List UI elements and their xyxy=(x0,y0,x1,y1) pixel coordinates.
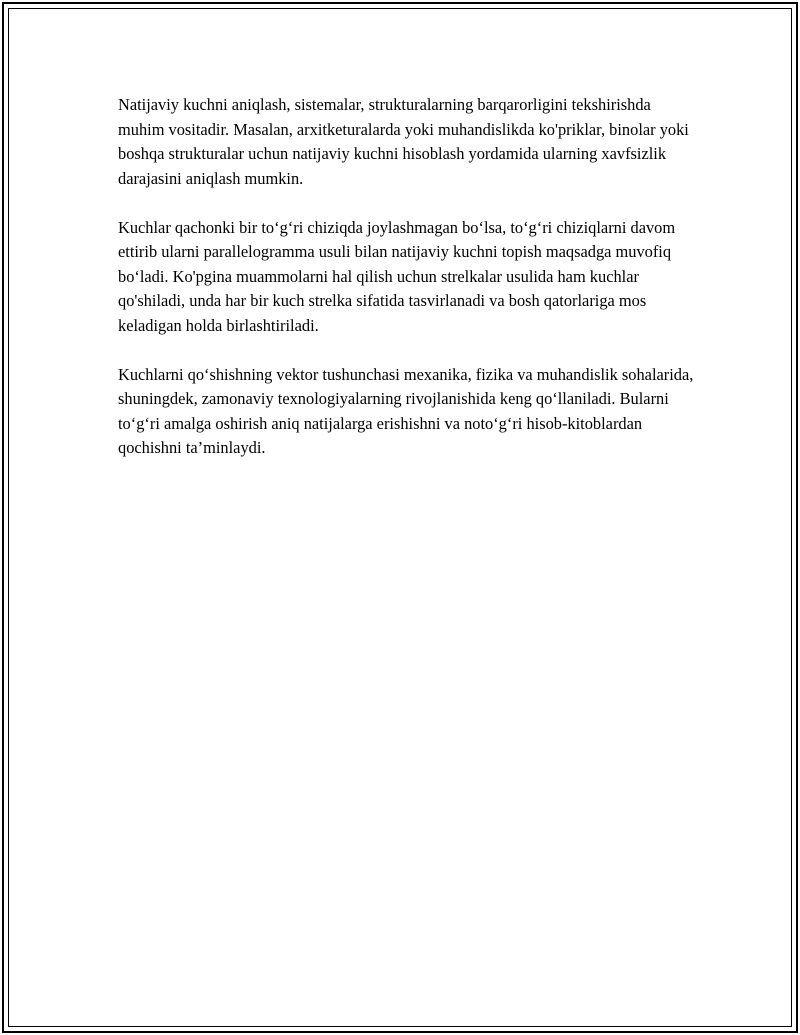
paragraph-1: Natijaviy kuchni aniqlash, sistemalar, strukturalarning barqarorligini tekshirishda muhim vositadir. Masalan, arxitketuralarda yoki muhandislikda ko'priklar, binolar yoki boshqa strukturalar uchun natijaviy kuchni hisoblash yordamida ularning xavfsizlik darajasini aniqlash mumkin. xyxy=(118,95,689,188)
paragraph-3: Kuchlarni qo‘shishning vektor tushunchasi mexanika, fizika va muhandislik sohalarida, shuningdek, zamonaviy texnologiyalarning rivojlanishida keng qo‘llaniladi. Bularni to‘g‘ri amalga oshirish aniq natijalarga erishishni va noto‘g‘ri hisob-kitoblardan qochishni ta’minlaydi. xyxy=(118,364,694,457)
paragraph-2: Kuchlar qachonki bir to‘g‘ri chiziqda joylashmagan bo‘lsa, to‘g‘ri chiziqlarni davom ettirib ularni parallelogramma usuli bilan natijaviy kuchni topish maqsadga muvofiq bo‘ladi. Ko'pgina muammolarni hal qilish uchun strelkalar usulida ham kuchlar qo'shiladi, unda har bir kuch strelka sifatida tasvirlanadi va bosh qatorlariga mos keladigan holda birlashtiriladi. xyxy=(118,217,676,335)
document-body xyxy=(118,93,698,485)
